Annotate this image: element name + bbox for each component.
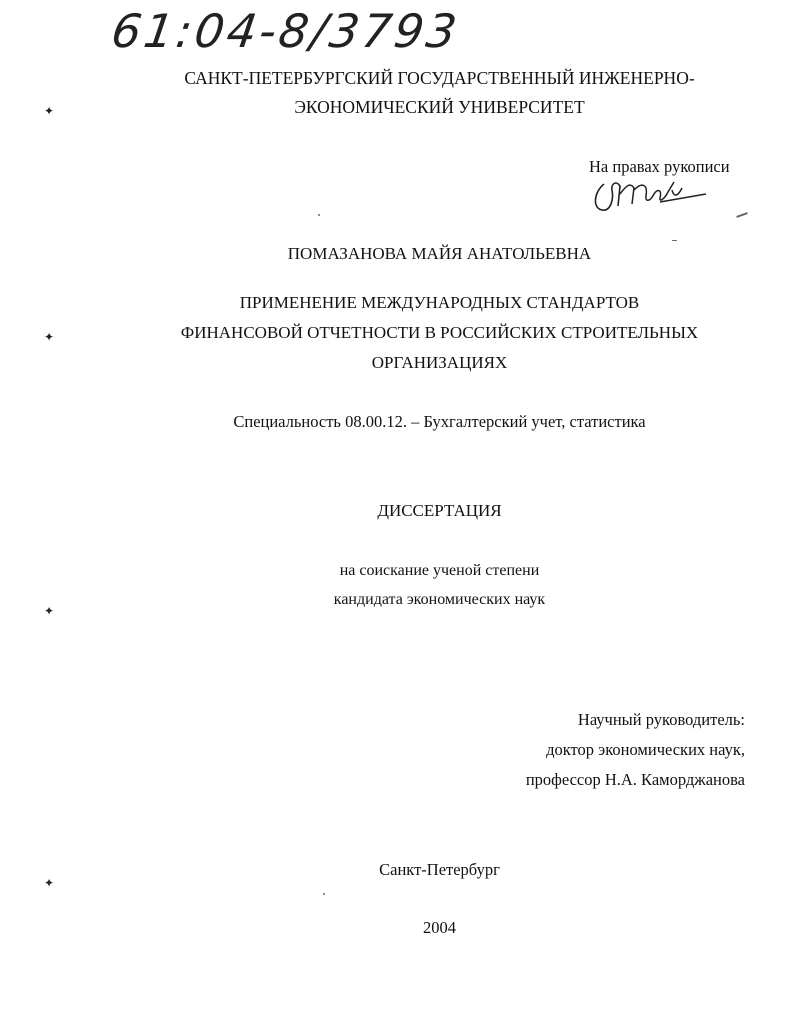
- scan-mark-icon: ✦: [44, 104, 55, 118]
- document-type: ДИССЕРТАЦИЯ: [377, 501, 502, 520]
- specialty: Специальность 08.00.12. – Бухгалтерский учет, статистика: [233, 412, 646, 431]
- scan-speck: [672, 240, 677, 241]
- degree-line-1: на соискание ученой степени: [339, 562, 540, 579]
- archive-number-handwritten: 61:04-8/3793: [108, 4, 463, 58]
- supervisor-name: профессор Н.А. Каморджанова: [525, 770, 745, 789]
- supervisor-degree: доктор экономических наук,: [546, 740, 745, 759]
- year: 2004: [423, 918, 456, 937]
- university-name-line-2: ЭКОНОМИЧЕСКИЙ УНИВЕРСИТЕТ: [294, 97, 585, 117]
- rights-note: На правах рукописи: [589, 157, 730, 176]
- scan-mark-icon: ✦: [44, 604, 55, 618]
- scan-speck: [318, 214, 320, 216]
- thesis-title-line-1: ПРИМЕНЕНИЕ МЕЖДУНАРОДНЫХ СТАНДАРТОВ: [239, 293, 640, 312]
- scan-mark-icon: ✦: [44, 330, 55, 344]
- scan-mark-icon: ✦: [44, 876, 55, 890]
- supervisor-label: Научный руководитель:: [577, 710, 745, 729]
- city: Санкт-Петербург: [379, 860, 500, 879]
- thesis-title-line-3: ОРГАНИЗАЦИЯХ: [371, 353, 508, 372]
- university-name-line-1: САНКТ-ПЕТЕРБУРГСКИЙ ГОСУДАРСТВЕННЫЙ ИНЖЕНЕРНО-: [184, 68, 695, 88]
- signature: [590, 172, 710, 220]
- degree-line-2: кандидата экономических наук: [333, 591, 546, 608]
- scan-speck: [323, 893, 325, 895]
- thesis-title-line-2: ФИНАНСОВОЙ ОТЧЕТНОСТИ В РОССИЙСКИХ СТРОИТЕЛЬНЫХ: [180, 323, 699, 342]
- scan-speck: [736, 212, 748, 218]
- author-name: ПОМАЗАНОВА МАЙЯ АНАТОЛЬЕВНА: [287, 244, 592, 263]
